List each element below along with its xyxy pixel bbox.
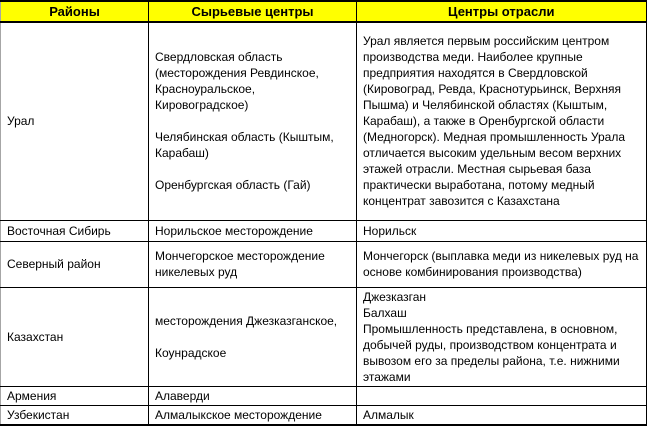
- raw-centers-cell: [149, 386, 357, 405]
- raw-centers-cell: [149, 405, 357, 425]
- raw-centers-cell: [149, 287, 357, 386]
- industry-center-paragraph: Норильск: [363, 223, 417, 238]
- table-row: [1, 287, 647, 386]
- raw-center-paragraph: Коунрадское: [155, 345, 227, 360]
- raw-centers-cell: [149, 220, 357, 241]
- industry-center-paragraph: Балхаш: [363, 305, 407, 320]
- industry-center-paragraph: Алмалык: [363, 407, 414, 422]
- table-row: [1, 386, 647, 405]
- table-row: [1, 220, 647, 241]
- industry-center-paragraph: Промышленность представлена, в основном, добычей руды, производством концентрата и вывозом его за пределы района, т.е. нижними этажами: [363, 321, 620, 384]
- industry-center-paragraph: Джезказган: [363, 289, 427, 304]
- industry-center-paragraph: Урал является первым российским центром производства меди. Наиболее крупные предприятия находятся в Свердловской (Кировоград, Ревда, Краснотурьинск, Верхняя Пышма) и Челябинской областях (Кыштым, Карабаш), а также в Оренбургской области (Медногорск). Медная промышленность Урала отличается высоким удельным весом верхних этажей отрасли. Местная сырьевая база практически выработана, потому медный концентрат завозится с Казахстана: [363, 34, 626, 209]
- industry-centers-cell: [357, 287, 647, 386]
- table-row: [1, 405, 647, 425]
- header-row: [1, 1, 647, 22]
- table-row: [1, 22, 647, 220]
- raw-center-paragraph: Норильское месторождение: [155, 223, 313, 238]
- column-header-regions: Районы: [1, 1, 149, 22]
- raw-centers-cell: [149, 22, 357, 220]
- region-cell: Восточная Сибирь: [1, 220, 149, 241]
- region-cell: Узбекистан: [1, 405, 149, 425]
- raw-center-paragraph: Мончегорское месторождение никелевых руд: [155, 249, 325, 279]
- region-cell: Урал: [1, 22, 149, 220]
- table-header: [1, 1, 647, 22]
- raw-center-paragraph: Оренбургская область (Гай): [155, 178, 311, 193]
- industry-centers-cell: [357, 241, 647, 287]
- industry-centers-cell: [357, 386, 647, 405]
- table-row: [1, 241, 647, 287]
- column-header-raw-centers: Сырьевые центры: [149, 1, 357, 22]
- region-cell: Казахстан: [1, 287, 149, 386]
- industry-centers-cell: [357, 405, 647, 425]
- raw-center-paragraph: Алаверди: [155, 388, 210, 403]
- raw-center-paragraph: Свердловская область (месторождения Ревдинское, Красноуральское, Кировоградское): [155, 50, 319, 113]
- industry-centers-cell: [357, 22, 647, 220]
- raw-centers-cell: [149, 241, 357, 287]
- industry-center-paragraph: Мончегорск (выплавка меди из никелевых руд на основе комбинирования производства): [363, 249, 639, 279]
- raw-center-paragraph: месторождения Джезказганское,: [155, 313, 338, 328]
- region-cell: Армения: [1, 386, 149, 405]
- table-body: [1, 22, 647, 425]
- industry-centers-cell: [357, 220, 647, 241]
- raw-center-paragraph: Челябинская область (Кыштым, Карабаш): [155, 130, 334, 161]
- raw-center-paragraph: Алмалыкское месторождение: [155, 407, 322, 422]
- region-cell: Северный район: [1, 241, 149, 287]
- column-header-industry-centers: Центры отрасли: [357, 1, 647, 22]
